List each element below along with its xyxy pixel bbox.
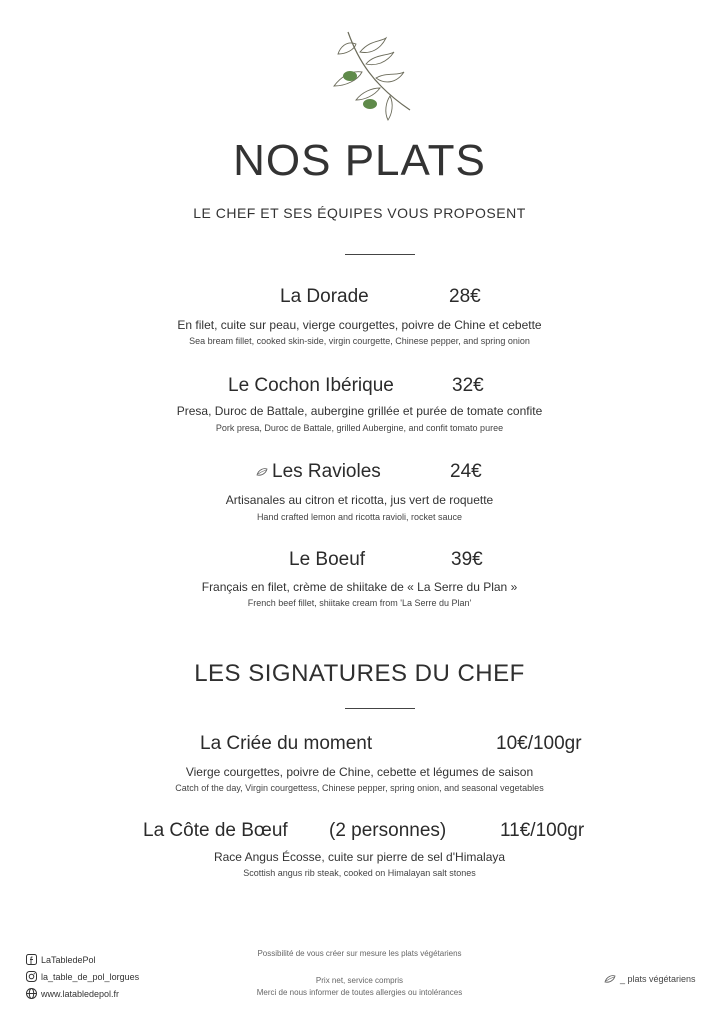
dish-price: 32€ [452, 375, 484, 396]
dish-description-fr: Artisanales au citron et ricotta, jus vert de roquette [225, 493, 494, 507]
allergy-note: Merci de nous informer de toutes allergies ou intolérances [256, 988, 463, 997]
dish-description-en: Sea bream fillet, cooked skin-side, virgin courgette, Chinese pepper, and spring onion [189, 336, 530, 346]
price-note: Prix net, service compris [315, 976, 404, 985]
vegetarian-leaf-icon [256, 467, 268, 477]
vegetarian-legend-text: _ plats végétariens [620, 974, 696, 984]
dish-description-fr: En filet, cuite sur peau, vierge courgettes, poivre de Chine et cebette [177, 318, 542, 332]
dish-name: La Côte de Bœuf [143, 820, 288, 841]
instagram-handle: la_table_de_pol_lorgues [41, 971, 140, 982]
vegetarian-legend [604, 974, 696, 984]
dish-name: La Criée du moment [200, 733, 373, 754]
dish-description-en: Pork presa, Duroc de Battale, grilled Aubergine, and confit tomato puree [215, 423, 504, 433]
dish-price: 28€ [449, 286, 481, 307]
dish-description-en: French beef fillet, shiitake cream from 'La Serre du Plan' [247, 598, 472, 608]
divider [345, 254, 415, 255]
dish-description-en: Scottish angus rib steak, cooked on Himalayan salt stones [243, 868, 476, 878]
dish-price: 24€ [450, 461, 482, 482]
dish-description-fr: Presa, Duroc de Battale, aubergine grillée et purée de tomate confite [176, 404, 543, 418]
website-url: www.latabledepol.fr [41, 988, 120, 999]
dish-name: La Dorade [280, 286, 369, 307]
page-title: NOS PLATS [233, 136, 486, 185]
dish-description-fr: Race Angus Écosse, cuite sur pierre de sel d'Himalaya [213, 850, 506, 864]
dish-description-fr: Vierge courgettes, poivre de Chine, cebette et légumes de saison [185, 765, 534, 779]
dish-description-fr: Français en filet, crème de shiitake de « La Serre du Plan » [201, 580, 518, 594]
dish-price: 10€/100gr [496, 733, 582, 754]
dish-name: Le Boeuf [289, 549, 366, 570]
dish-price: 11€/100gr [500, 820, 585, 841]
dish-description-en: Catch of the day, Virgin courgettess, Chinese pepper, spring onion, and seasonal vegetables [175, 783, 544, 793]
dish-name: Les Ravioles [272, 461, 381, 482]
dish-serving: (2 personnes) [329, 820, 447, 841]
page-subtitle: LE CHEF ET SES ÉQUIPES VOUS PROPOSENT [193, 205, 526, 221]
divider [345, 708, 415, 709]
dish-description-en: Hand crafted lemon and ricotta ravioli, rocket sauce [256, 512, 463, 522]
vegetarian-note: Possibilité de vous créer sur mesure les plats végétariens [257, 949, 462, 958]
olive-branch-illustration [328, 30, 418, 122]
vegetarian-leaf-icon [604, 974, 616, 984]
dish-price: 39€ [451, 549, 483, 570]
facebook-handle: LaTabledePol [41, 954, 96, 965]
section-title: LES SIGNATURES DU CHEF [194, 660, 525, 687]
dish-name-row [256, 461, 381, 483]
dish-name: Le Cochon Ibérique [228, 375, 394, 396]
